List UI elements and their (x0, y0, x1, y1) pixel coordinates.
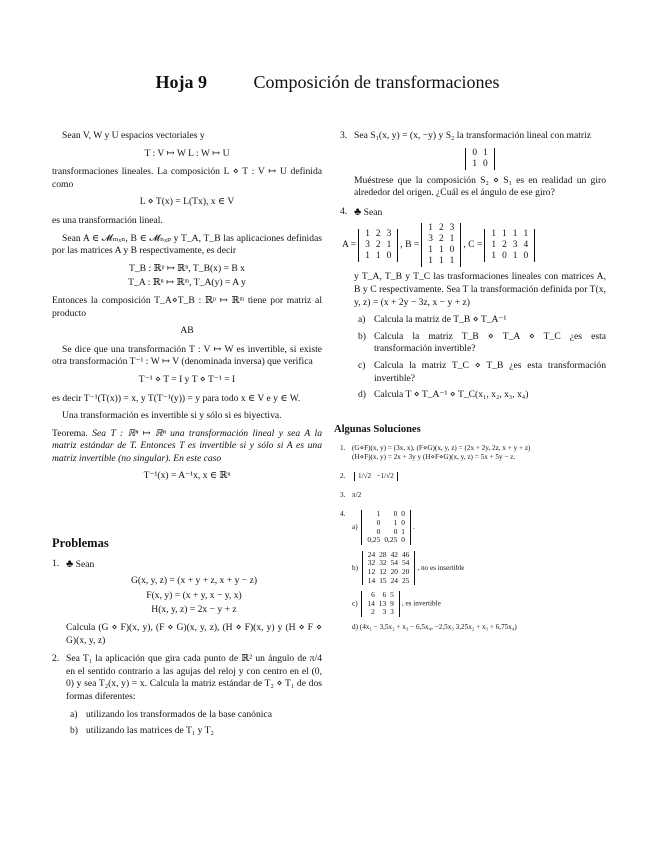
problem-number: 1. (52, 557, 60, 569)
matrix-cell: 0 (393, 526, 398, 536)
matrix-cell: 2 (502, 239, 507, 250)
solution-1-line2: (H⋄F)(x, y) = 2x + 3y y (H⋄F⋄G)(x, y, z) = 5x + 5y − z. (352, 453, 516, 462)
solution-number: 3. (340, 491, 346, 500)
matrix-cell: 3 (390, 607, 394, 617)
sub-text: Calcula T ⋄ T_A⁻¹ ⋄ T_C(x₁, x₂, x₃, x₄) (374, 389, 529, 401)
sub-label: a) (352, 523, 358, 532)
solution-4a (340, 510, 606, 544)
problem-2 (52, 653, 322, 738)
matrix-cell: 2 (438, 234, 444, 245)
matrix-cell: 2 (375, 228, 381, 239)
sheet-title: Composición de transformaciones (253, 72, 500, 92)
problem-4-c: c) Calcula la matriz T_C ⋄ T_B ¿es esta transformación invertible? (358, 359, 606, 384)
matrix-cell: 1 (491, 228, 497, 239)
equation-ab: AB (180, 325, 194, 337)
matrix-cell: 1 (428, 245, 433, 256)
matrix-cell: 0 (502, 250, 507, 261)
matrix-cell: 3 (428, 234, 433, 245)
matrix-cell: 1 (428, 256, 433, 267)
matrix-cell: 3 (382, 607, 387, 617)
matrix-cell: 0 (393, 509, 398, 519)
matrix-cell: 3 (386, 228, 392, 239)
matrix-cell: 0 (401, 535, 405, 545)
equation-composition: L ⋄ T(x) = L(Tx), x ∈ V (139, 196, 235, 208)
solution-4b-matrix (362, 551, 416, 585)
matrix-cell: 1 (386, 239, 392, 250)
solutions-heading: Algunas Soluciones (334, 423, 421, 435)
problem-intro: Sean (75, 558, 95, 570)
solution-4a-after: . (412, 523, 415, 532)
label-a: A = (342, 239, 357, 251)
matrix-cell: 3 (512, 239, 518, 250)
matrix-cell: 28 (379, 549, 387, 559)
sub-text: Calcula la matriz de T_B ⋄ T_A⁻¹ (374, 314, 507, 326)
problem-intro: Sean (363, 206, 383, 218)
sub-text: utilizando las matrices de T₁ y T₂ (86, 725, 214, 737)
theorem-text: Sea T : ℝⁿ ↦ ℝⁿ una transformación lineal y sea A la matriz estándar de T. Entonces T es invertible si y sólo si A es una matriz invertible (no singular). En este caso (52, 427, 322, 464)
problem-2-a: a) utilizando los transformados de la base canónica (70, 708, 272, 720)
matrix-cell: 14 (367, 598, 375, 608)
matrix-cell: 5 (390, 590, 394, 600)
left-column (52, 130, 322, 744)
equation-ta: T_A : ℝⁿ ↦ ℝᵐ, T_A(y) = A y (128, 277, 246, 289)
problem-2-b: b) utilizando las matrices de T₁ y T₂ (70, 725, 214, 737)
problem-number: 3. (340, 130, 348, 141)
matrix-cell: 1 (438, 245, 444, 256)
matrix-cell: 1 (449, 256, 455, 267)
matrix-cell: 24 (367, 549, 376, 559)
sheet-number: Hoja 9 (155, 72, 208, 92)
matrix-cell: 1 (365, 250, 370, 261)
club-icon: ♣ (354, 205, 362, 218)
matrix-row (366, 577, 412, 586)
solution-4a-matrix (361, 510, 411, 544)
matrix-cell: 0 (472, 147, 477, 158)
matrix-row (488, 240, 531, 251)
solution-4c-matrix (361, 591, 399, 617)
matrix-cell: 12 (379, 567, 387, 577)
matrix-cell: 0,25 (384, 535, 398, 545)
matrix-cell: 42 (390, 549, 398, 559)
problem-3 (340, 130, 606, 200)
problem-number: 4. (340, 205, 348, 217)
matrix-cell: 0 (376, 518, 381, 528)
sub-label: c) (352, 599, 358, 608)
problem-3-text: Sea S₁(x, y) = (x, −y) y S₂ la transformación lineal con matriz (354, 130, 592, 141)
linear-paragraph: es una transformación lineal. (52, 214, 163, 226)
solution-4c-after: , es invertible (401, 599, 441, 608)
matrix-cell: 20 (401, 567, 410, 577)
problem-2-text: Sea T₁ la aplicación que gira cada punto de ℝ² un ángulo de π/4 en el sentido contrario a las agujas del reloj y con centro en el (0, 0) y sea T₂(x, y) = x. Calcula la matriz estándar de T₂ ⋄ T₁ de dos formas diferentes: (66, 653, 322, 702)
matrix-cell: 1 (483, 147, 488, 158)
matrix-cell: 14 (367, 575, 376, 585)
solution-4b-after: , no es insertible (417, 563, 465, 572)
solution-1 (340, 444, 606, 462)
matrix-a (358, 229, 398, 262)
sub-label: d) (352, 623, 358, 631)
solution-3-text: π/2 (352, 491, 362, 500)
problem-4-b: b) Calcula la matriz T_B ⋄ T_A ⋄ T_C ¿es esta transformación invertible? (358, 330, 606, 355)
matrix-row (365, 536, 407, 545)
sub-text: Calcula la matriz T_B ⋄ T_A ⋄ T_C ¿es esta transformación invertible? (374, 330, 606, 355)
inverse-meaning-paragraph: es decir T⁻¹(T(x)) = x, y T(T⁻¹(y)) = y para todo x ∈ V e y ∈ W. (52, 392, 301, 404)
matrix-cell: 0 (386, 250, 392, 261)
matrix-row (425, 256, 457, 267)
intro-paragraph: Sean V, W y U espacios vectoriales y (62, 130, 205, 141)
problem-1 (52, 558, 322, 648)
matrix-cell: 1 (512, 250, 518, 261)
matrix-s2 (465, 148, 494, 170)
matrix-cell: 1 (502, 228, 507, 239)
matrix-cell: 0 (401, 509, 405, 519)
problem-4-text: y T_A, T_B y T_C las trasformaciones lineales con matrices A, B y C respectivamente. Sea T la transformación definida por T(x, y, z) = (x + 2y − 3z, x − y + z) (354, 271, 606, 308)
matrix-row (362, 251, 394, 262)
matrix-cell: 0 (483, 158, 488, 169)
matrix-c (484, 229, 535, 262)
solution-2-vector (354, 472, 398, 481)
club-icon: ♣ (66, 557, 74, 570)
matrix-row (362, 229, 394, 240)
matrix-cell: 1 (491, 239, 497, 250)
label-b: , B = (400, 239, 420, 251)
equation-maps: T : V ↦ W L : W ↦ U (144, 147, 230, 159)
vector-entry: −1/√2 (376, 472, 394, 481)
bijective-paragraph: Una transformación es invertible si y sólo si es biyectiva. (62, 410, 282, 422)
matrix-cell: 6 (371, 590, 375, 600)
solution-4b (340, 551, 606, 585)
problem-4-d: d) Calcula T ⋄ T_A⁻¹ ⋄ T_C(x₁, x₂, x₃, x₄) (358, 389, 529, 401)
solution-4d-text: (4x₁ − 3,5x₂ + x₃ − 6,5x₄, −2,5x₃ 3,25x₂ + x₃ + 6,75x₄) (359, 623, 517, 631)
problem-number: 2. (52, 653, 60, 665)
matrix-cell: 1 (393, 518, 398, 528)
matrix-cell: 9 (390, 598, 394, 608)
solution-2 (340, 472, 606, 481)
matrix-cell: 1 (376, 509, 381, 519)
matrix-cell: 46 (401, 549, 410, 559)
matrix-cell: 1 (449, 234, 455, 245)
solution-1-line1: (G⋄F)(x, y) = (3x, x), (F⋄G)(x, y, z) = (2x + 2y, 2z, x + y + z) (352, 444, 531, 453)
solution-4c (340, 591, 606, 617)
matrix-cell: 54 (401, 558, 410, 568)
matrix-row (362, 240, 394, 251)
matrix-cell: 1 (523, 228, 529, 239)
solution-number: 2. (340, 472, 346, 481)
matrix-row (469, 148, 490, 159)
matrix-cell: 0 (376, 526, 381, 536)
product-paragraph: Entonces la composición T_A⋄T_B : ℝᵖ ↦ ℝᵐ tiene por matriz al producto (52, 294, 322, 319)
matrix-cell: 1 (375, 250, 381, 261)
matrix-cell: 1 (401, 526, 405, 536)
solution-number: 4. (340, 510, 346, 519)
matrix-cell: 24 (390, 575, 398, 585)
matrix-b (421, 223, 461, 267)
matrix-cell: 0 (449, 245, 455, 256)
matrix-cell: 0 (401, 518, 405, 528)
matrix-cell: 6 (382, 590, 387, 600)
sub-text: Calcula la matriz T_C ⋄ T_B ¿es esta transformación invertible? (374, 359, 606, 384)
solution-number: 1. (340, 444, 346, 453)
equation-tb: T_B : ℝᵖ ↦ ℝⁿ, T_B(x) = B x (129, 262, 245, 274)
page-title (0, 72, 655, 93)
theorem-label: Teorema. (52, 427, 88, 439)
invertible-paragraph: Se dice que una transformación T : V ↦ W es invertible, si existe otra transformación T⁻¹ : W ↦ V (denominada inversa) que verifica (52, 343, 322, 368)
solutions (340, 444, 606, 632)
matrix-cell: 32 (367, 558, 376, 568)
matrix-cell: 0,25 (367, 535, 381, 545)
matrix-row (425, 245, 457, 256)
theorem (52, 428, 322, 466)
sub-label: b) (352, 563, 358, 572)
sub-text: utilizando los transformados de la base canónica (86, 708, 272, 720)
matrix-cell: 32 (379, 558, 387, 568)
equation-g: G(x, y, z) = (x + y + z, x + y − z) (130, 575, 258, 587)
composition-paragraph: transformaciones lineales. La composición L ⋄ T : V ↦ U definida como (52, 166, 322, 190)
equation-f: F(x, y) = (x + y, x − y, x) (146, 589, 242, 601)
matrix-cell: 2 (438, 223, 444, 234)
matrix-cell: 1 (512, 228, 518, 239)
matrix-row (365, 608, 395, 617)
equation-h: H(x, y, z) = 2x − y + z (151, 604, 237, 616)
matrix-cell: 1 (472, 158, 477, 169)
matrix-row (469, 159, 490, 170)
matrix-cell: 2 (375, 239, 381, 250)
matrix-row (425, 223, 457, 234)
problem-3-text2: Muéstrese que la composición S₂ ⋄ S₁ es en realidad un giro alrededor del origen. ¿Cuál es el ángulo de ese giro? (354, 174, 606, 199)
matrix-row (425, 234, 457, 245)
matrix-cell: 13 (378, 598, 387, 608)
matrix-cell: 1 (365, 228, 370, 239)
problem-4-a: a) Calcula la matriz de T_B ⋄ T_A⁻¹ (358, 314, 507, 326)
solution-3 (340, 491, 606, 500)
solution-4d (340, 623, 606, 632)
matrices-abc (342, 223, 606, 267)
matrices-paragraph: Sean A ∈ 𝓜ₘₓₙ, B ∈ 𝓜ₙₓₚ y T_A, T_B las aplicaciones definidas por las matrices A y B respectivamente, es decir (52, 232, 322, 257)
matrix-cell: 15 (379, 575, 387, 585)
matrix-cell: 3 (365, 239, 370, 250)
equation-inverse: T⁻¹ ⋄ T = I y T ⋄ T⁻¹ = I (138, 373, 236, 385)
matrix-cell: 0 (523, 250, 529, 261)
matrix-row (488, 251, 531, 262)
matrix-cell: 25 (401, 575, 410, 585)
matrix-cell: 54 (390, 558, 398, 568)
matrix-cell: 1 (428, 223, 433, 234)
matrix-cell: 3 (449, 223, 455, 234)
matrix-cell: 20 (390, 567, 398, 577)
vector-entry: 1/√2 (358, 472, 372, 481)
matrix-cell: 12 (367, 567, 376, 577)
matrix-cell: 1 (438, 256, 444, 267)
problem-1-ask: Calcula (G ⋄ F)(x, y), (F ⋄ G)(x, y, z), (H ⋄ F)(x, y) y (H ⋄ F ⋄ G)(x, y, z) (66, 622, 322, 646)
right-column (334, 130, 606, 642)
problems-heading: Problemas (52, 536, 109, 551)
problem-4 (340, 206, 606, 402)
matrix-cell: 1 (491, 250, 497, 261)
matrix-row (488, 229, 531, 240)
matrix-cell: 2 (371, 607, 375, 617)
matrix-cell: 4 (523, 239, 529, 250)
label-c: , C = (463, 239, 483, 251)
equation-inverse-matrix: T⁻¹(x) = A⁻¹x, x ∈ ℝⁿ (143, 470, 231, 482)
